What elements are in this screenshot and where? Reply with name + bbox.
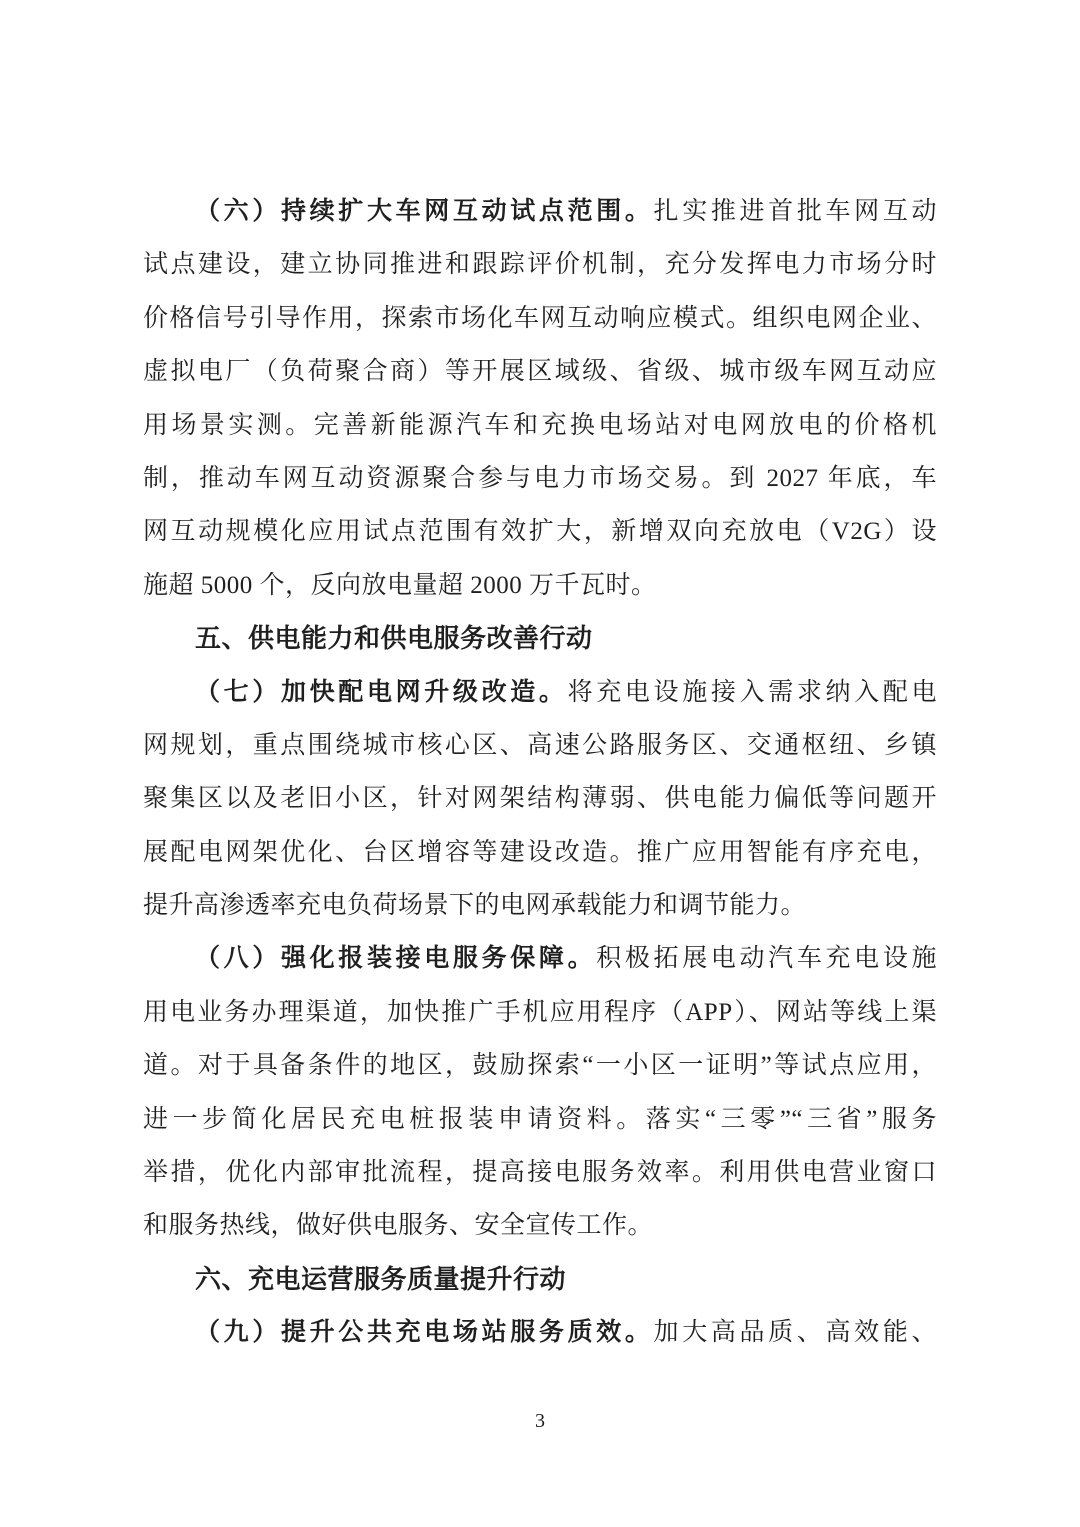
paragraph-text: 施超 5000 个，反向放电量超 2000 万千瓦时。: [143, 571, 657, 599]
text-line: [143, 452, 937, 505]
paragraph-text: 道。对于具备条件的地区，鼓励探索“一小区一证明”等试点应用，: [143, 1052, 937, 1080]
paragraph-text: 积极拓展电动汽车充电设施: [596, 945, 937, 973]
text-line: [143, 345, 937, 398]
paragraph-lead: （七）加快配电网升级改造。: [195, 678, 568, 706]
paragraph-lead: （八）强化报装接电服务保障。: [195, 945, 597, 973]
paragraph-text: 试点建设，建立协同推进和跟踪评价机制，充分发挥电力市场分时: [143, 251, 937, 279]
text-line: [143, 986, 937, 1039]
text-line: [143, 826, 937, 879]
text-line: [143, 559, 937, 612]
text-line: [143, 1306, 937, 1359]
paragraph-text: 和服务热线，做好供电服务、安全宣传工作。: [143, 1212, 654, 1240]
paragraph-text: 价格信号引导作用，探索市场化车网互动响应模式。组织电网企业、: [143, 304, 937, 332]
page-number: 3: [535, 1410, 545, 1432]
text-line: [143, 238, 937, 291]
paragraph-text: 用电业务办理渠道，加快推广手机应用程序（APP）、网站等线上渠: [143, 998, 937, 1026]
paragraph-text: 进一步简化居民充电桩报装申请资料。落实“三零”“三省”服务: [143, 1105, 937, 1133]
text-line: [143, 719, 937, 772]
section-heading-6: 六、充电运营服务质量提升行动: [195, 1263, 567, 1294]
paragraph-text: 加大高品质、高效能、: [653, 1319, 937, 1347]
text-line: [143, 932, 937, 985]
text-line: [143, 185, 937, 238]
text-line: [143, 399, 937, 452]
paragraph-text: 虚拟电厂（负荷聚合商）等开展区域级、省级、城市级车网互动应: [143, 358, 937, 386]
text-line: [143, 772, 937, 825]
text-line: [143, 1146, 937, 1199]
text-line: [143, 666, 937, 719]
text-line: [143, 1199, 937, 1252]
paragraph-text: 网互动规模化应用试点范围有效扩大，新增双向充放电（V2G）设: [143, 518, 937, 546]
paragraph-text: 展配电网架优化、台区增容等建设改造。推广应用智能有序充电，: [143, 838, 937, 866]
paragraph-lead: （六）持续扩大车网互动试点范围。: [195, 198, 654, 225]
paragraph-lead: （九）提升公共充电场站服务质效。: [195, 1319, 654, 1347]
paragraph-text: 用场景实测。完善新能源汽车和充换电场站对电网放电的价格机: [143, 411, 937, 439]
text-content: [143, 185, 937, 1360]
paragraph-text: 制，推动车网互动资源聚合参与电力市场交易。到 2027 年底，车: [143, 464, 937, 492]
text-line: [143, 1039, 937, 1092]
text-line: [143, 505, 937, 558]
paragraph-text: 提升高渗透率充电负荷场景下的电网承载能力和调节能力。: [143, 892, 807, 920]
text-line: [143, 879, 937, 932]
text-line: [143, 292, 937, 345]
paragraph-text: 举措，优化内部审批流程，提高接电服务效率。利用供电营业窗口: [143, 1159, 937, 1187]
paragraph-text: 将充电设施接入需求纳入配电: [567, 678, 937, 706]
paragraph-text: 网规划，重点围绕城市核心区、高速公路服务区、交通枢纽、乡镇: [143, 731, 937, 759]
paragraph-text: 聚集区以及老旧小区，针对网架结构薄弱、供电能力偏低等问题开: [143, 785, 937, 813]
text-line: [143, 1093, 937, 1146]
section-heading-5: 五、供电能力和供电服务改善行动: [195, 623, 593, 654]
paragraph-text: 扎实推进首批车网互动: [653, 198, 937, 225]
